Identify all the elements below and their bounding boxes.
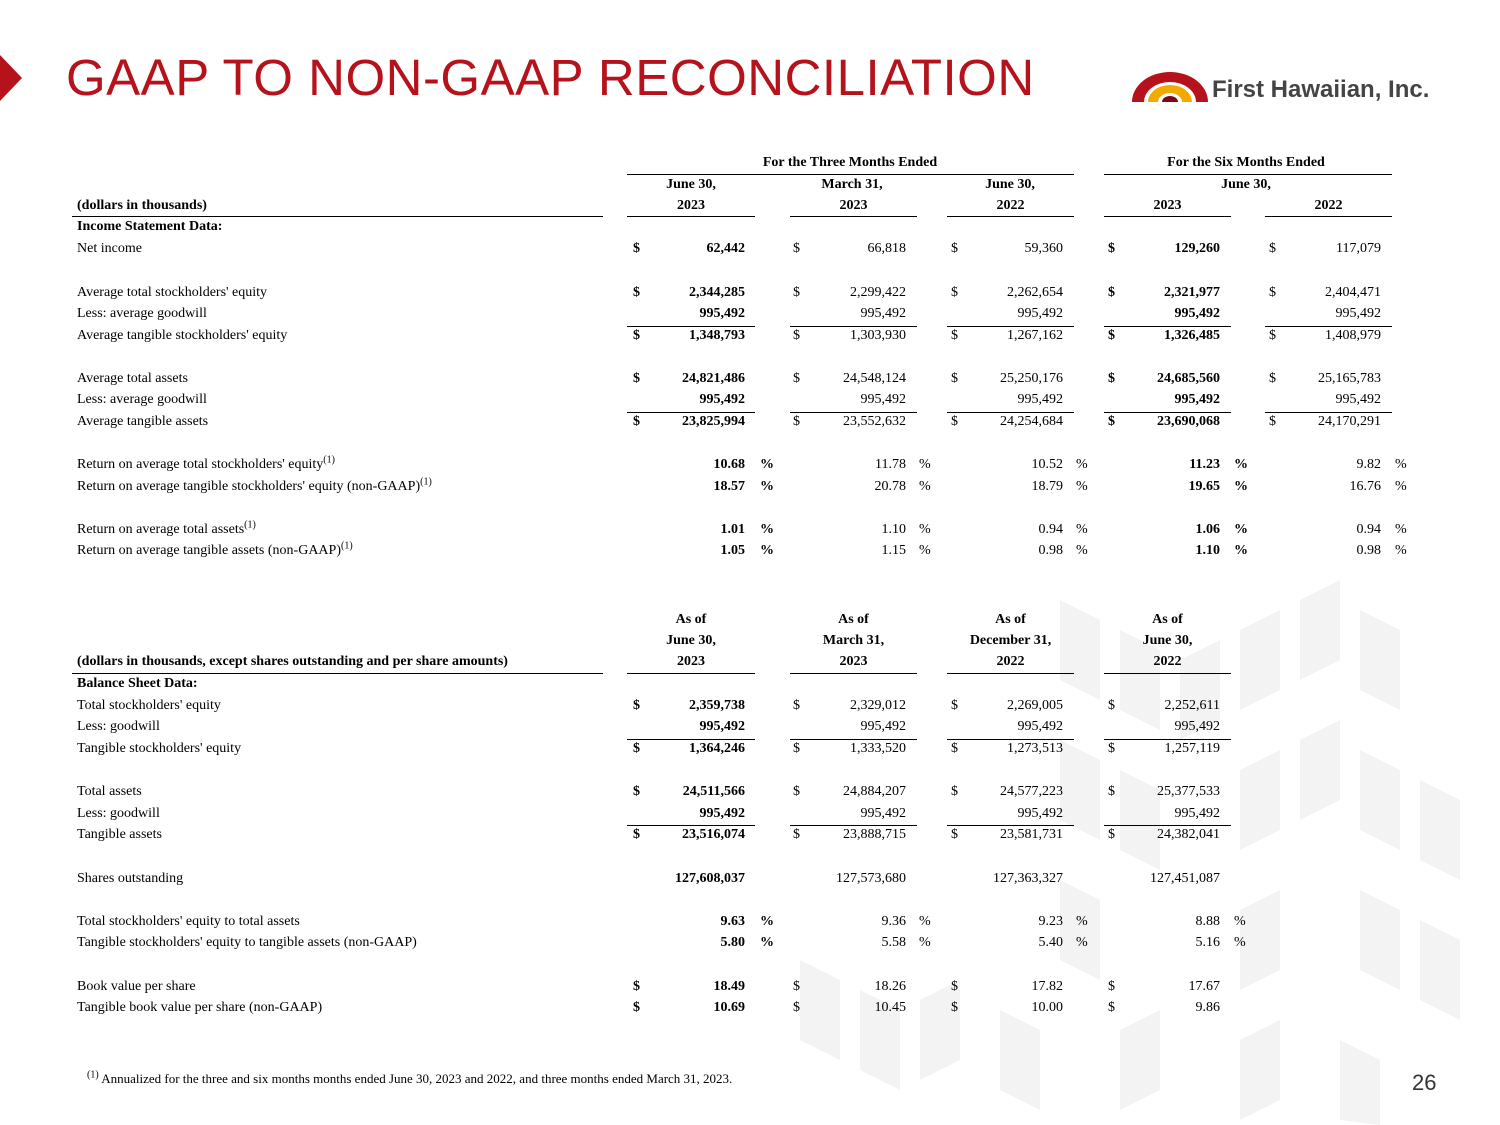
column-year-header: 2023 xyxy=(1153,198,1182,213)
dollar-sign: $ xyxy=(1108,241,1115,256)
subtotal-rule xyxy=(790,825,917,826)
subtotal-rule xyxy=(947,326,1074,327)
dollar-sign: $ xyxy=(793,285,800,300)
cell-value: 995,492 xyxy=(1335,392,1381,407)
percent-sign: % xyxy=(1234,522,1248,537)
cell-value: 10.45 xyxy=(874,1000,906,1015)
cell-value: 10.68 xyxy=(713,457,745,472)
dollar-sign: $ xyxy=(793,698,800,713)
cell-value: 2,359,738 xyxy=(689,698,745,713)
row-label-text: Less: average goodwill xyxy=(77,306,207,321)
cell-value: 2,329,012 xyxy=(850,698,906,713)
section-title: Income Statement Data: xyxy=(77,219,223,234)
cell-value: 59,360 xyxy=(1024,241,1063,256)
column-date-header: June 30, xyxy=(985,177,1035,192)
percent-sign: % xyxy=(1076,479,1088,494)
cell-value: 127,573,680 xyxy=(836,871,906,886)
cell-value: 25,377,533 xyxy=(1157,784,1220,799)
dollar-sign: $ xyxy=(633,241,640,256)
cell-value: 9.23 xyxy=(1038,914,1063,929)
footnote-ref: (1) xyxy=(244,519,256,531)
cell-value: 0.94 xyxy=(1356,522,1381,537)
row-label-text: Book value per share xyxy=(77,979,196,994)
cell-value: 62,442 xyxy=(706,241,745,256)
row-label-text: Total stockholders' equity to total assets xyxy=(77,914,300,929)
percent-sign: % xyxy=(760,522,774,537)
dollar-sign: $ xyxy=(793,241,800,256)
dollar-sign: $ xyxy=(951,827,958,842)
dollar-sign: $ xyxy=(951,328,958,343)
subtotal-rule xyxy=(1265,412,1392,413)
cell-value: 18.57 xyxy=(713,479,745,494)
page-title: GAAP TO NON-GAAP RECONCILIATION xyxy=(66,49,1035,106)
row-label xyxy=(77,697,221,714)
cell-value: 23,552,632 xyxy=(843,414,906,429)
cell-value: 5.58 xyxy=(881,935,906,950)
column-date-header: June 30, xyxy=(1221,177,1271,192)
cell-value: 127,608,037 xyxy=(675,871,745,886)
cell-value: 5.16 xyxy=(1195,935,1220,950)
row-label xyxy=(77,740,241,757)
row-label-text: Total stockholders' equity xyxy=(77,698,221,713)
cell-value: 995,492 xyxy=(860,719,906,734)
cell-value: 1.01 xyxy=(720,522,745,537)
cell-value: 2,252,611 xyxy=(1164,698,1220,713)
column-year-header: 2022 xyxy=(1314,198,1343,213)
dollar-sign: $ xyxy=(1269,371,1276,386)
percent-sign: % xyxy=(1234,457,1248,472)
dollar-sign: $ xyxy=(1108,371,1115,386)
dollar-sign: $ xyxy=(951,1000,958,1015)
subtotal-rule xyxy=(627,739,755,740)
cell-value: 2,262,654 xyxy=(1007,285,1063,300)
cell-value: 10.69 xyxy=(713,1000,745,1015)
dollar-sign: $ xyxy=(793,1000,800,1015)
cell-value: 995,492 xyxy=(1017,806,1063,821)
dollar-sign: $ xyxy=(951,979,958,994)
dollar-sign: $ xyxy=(1269,241,1276,256)
cell-value: 1,326,485 xyxy=(1164,328,1220,343)
cell-value: 16.76 xyxy=(1349,479,1381,494)
dollar-sign: $ xyxy=(951,414,958,429)
dollar-sign: $ xyxy=(1108,784,1115,799)
dollar-sign: $ xyxy=(633,827,640,842)
cell-value: 25,165,783 xyxy=(1318,371,1381,386)
cell-value: 1.06 xyxy=(1195,522,1220,537)
row-label xyxy=(77,805,160,822)
title-arrow-icon xyxy=(0,55,22,101)
dollar-sign: $ xyxy=(1108,979,1115,994)
column-year-header: 2022 xyxy=(996,198,1025,213)
cell-value: 127,451,087 xyxy=(1150,871,1220,886)
percent-sign: % xyxy=(760,935,774,950)
column-date-header: March 31, xyxy=(821,177,883,192)
cell-value: 24,685,560 xyxy=(1157,371,1220,386)
row-label-text: Average total assets xyxy=(77,371,188,386)
cell-value: 20.78 xyxy=(874,479,906,494)
percent-sign: % xyxy=(1076,457,1088,472)
row-label-text: Average tangible assets xyxy=(77,414,209,429)
cell-value: 24,382,041 xyxy=(1157,827,1220,842)
dollar-sign: $ xyxy=(793,979,800,994)
row-label xyxy=(77,240,142,257)
footnote-ref: (1) xyxy=(323,454,335,466)
row-label-text: Return on average tangible assets (non-GAAP) xyxy=(77,543,341,558)
row-label-text: Less: goodwill xyxy=(77,806,160,821)
cell-value: 24,511,566 xyxy=(682,784,745,799)
dollar-sign: $ xyxy=(793,827,800,842)
footnote-ref: (1) xyxy=(420,476,432,488)
cell-value: 2,321,977 xyxy=(1164,285,1220,300)
subtotal-rule xyxy=(947,412,1074,413)
header-rule-col xyxy=(790,216,917,217)
dollar-sign: $ xyxy=(1108,698,1115,713)
row-label-text: Shares outstanding xyxy=(77,871,184,886)
dollar-sign: $ xyxy=(1108,414,1115,429)
cell-value: 1,257,119 xyxy=(1164,741,1220,756)
cell-value: 24,884,207 xyxy=(843,784,906,799)
row-label xyxy=(77,999,322,1016)
dollar-sign: $ xyxy=(1108,328,1115,343)
cell-value: 18.49 xyxy=(713,979,745,994)
dollar-sign: $ xyxy=(951,698,958,713)
cell-value: 995,492 xyxy=(860,306,906,321)
dollar-sign: $ xyxy=(1108,741,1115,756)
cell-value: 23,581,731 xyxy=(1000,827,1063,842)
percent-sign: % xyxy=(760,914,774,929)
cell-value: 995,492 xyxy=(1017,719,1063,734)
header-rule-label xyxy=(72,216,603,217)
cell-value: 5.80 xyxy=(720,935,745,950)
dollar-sign: $ xyxy=(951,285,958,300)
cell-value: 24,577,223 xyxy=(1000,784,1063,799)
subtotal-rule xyxy=(1104,326,1231,327)
group-rule-three xyxy=(627,174,1074,175)
cell-value: 1.10 xyxy=(1195,543,1220,558)
percent-sign: % xyxy=(1234,935,1246,950)
section-title: Balance Sheet Data: xyxy=(77,676,198,691)
percent-sign: % xyxy=(1076,543,1088,558)
subtotal-rule xyxy=(790,739,917,740)
cell-value: 1,333,520 xyxy=(850,741,906,756)
cell-value: 2,344,285 xyxy=(689,285,745,300)
row-label xyxy=(77,718,160,735)
dollar-sign: $ xyxy=(951,784,958,799)
dollar-sign: $ xyxy=(1108,1000,1115,1015)
column-year-header: 2022 xyxy=(996,654,1025,669)
cell-value: 995,492 xyxy=(860,806,906,821)
cell-value: 0.98 xyxy=(1356,543,1381,558)
percent-sign: % xyxy=(1076,522,1088,537)
header-rule-col xyxy=(1104,673,1231,674)
cell-value: 8.88 xyxy=(1195,914,1220,929)
subtotal-rule xyxy=(947,739,1074,740)
subtotal-rule xyxy=(627,326,755,327)
percent-sign: % xyxy=(1234,543,1248,558)
cell-value: 1,364,246 xyxy=(689,741,745,756)
cell-value: 127,363,327 xyxy=(993,871,1063,886)
header-rule-col xyxy=(627,216,755,217)
dollar-sign: $ xyxy=(793,328,800,343)
dollar-sign: $ xyxy=(633,698,640,713)
header-rule-col xyxy=(790,673,917,674)
cell-value: 25,250,176 xyxy=(1000,371,1063,386)
column-asof-header: As of xyxy=(675,612,707,627)
cell-value: 995,492 xyxy=(699,806,745,821)
cell-value: 0.94 xyxy=(1038,522,1063,537)
dollar-sign: $ xyxy=(633,414,640,429)
row-label-text: Return on average tangible stockholders' equity (non-GAAP) xyxy=(77,479,421,494)
row-label xyxy=(77,413,208,430)
row-label-text: Return on average total stockholders' equity xyxy=(77,457,324,472)
column-date-header: June 30, xyxy=(1142,633,1193,648)
cell-value: 11.78 xyxy=(875,457,906,472)
row-label-text: Less: goodwill xyxy=(77,719,160,734)
cell-value: 10.00 xyxy=(1031,1000,1063,1015)
subtotal-rule xyxy=(1104,739,1231,740)
cell-value: 2,269,005 xyxy=(1007,698,1063,713)
cell-value: 1,273,513 xyxy=(1007,741,1063,756)
dollar-sign: $ xyxy=(633,784,640,799)
row-label xyxy=(77,478,432,495)
percent-sign: % xyxy=(1234,914,1246,929)
cell-value: 19.65 xyxy=(1188,479,1220,494)
cell-value: 23,888,715 xyxy=(843,827,906,842)
percent-sign: % xyxy=(1395,479,1407,494)
cell-value: 995,492 xyxy=(1335,306,1381,321)
column-year-header: 2023 xyxy=(839,198,868,213)
footnote-marker: (1) xyxy=(87,1069,99,1081)
dollar-sign: $ xyxy=(793,741,800,756)
row-label-text: Less: average goodwill xyxy=(77,392,207,407)
cell-value: 24,548,124 xyxy=(843,371,906,386)
cell-value: 24,821,486 xyxy=(682,371,745,386)
subtotal-rule xyxy=(1104,825,1231,826)
percent-sign: % xyxy=(1395,543,1407,558)
dollar-sign: $ xyxy=(633,979,640,994)
dollar-sign: $ xyxy=(1108,285,1115,300)
column-year-header: 2023 xyxy=(677,198,705,213)
logo-text: First Hawaiian, Inc. xyxy=(1212,76,1430,103)
row-label xyxy=(77,978,196,995)
percent-sign: % xyxy=(919,914,931,929)
dollar-sign: $ xyxy=(633,285,640,300)
row-label xyxy=(77,391,207,408)
dollar-sign: $ xyxy=(1269,414,1276,429)
cell-value: 1.10 xyxy=(881,522,906,537)
row-label xyxy=(77,913,300,930)
dollar-sign: $ xyxy=(793,371,800,386)
row-label-text: Average total stockholders' equity xyxy=(77,285,268,300)
column-asof-header: As of xyxy=(1152,612,1183,627)
row-label-text: Average tangible stockholders' equity xyxy=(77,328,288,343)
row-label xyxy=(77,783,142,800)
page-number: 26 xyxy=(1412,1070,1437,1095)
header-rule-col xyxy=(947,216,1074,217)
percent-sign: % xyxy=(919,457,931,472)
dollar-sign: $ xyxy=(793,414,800,429)
column-date-header: December 31, xyxy=(969,633,1052,648)
row-label-text: Tangible stockholders' equity to tangible assets (non-GAAP) xyxy=(77,935,417,950)
cell-value: 995,492 xyxy=(860,392,906,407)
cell-value: 995,492 xyxy=(1017,392,1063,407)
cell-value: 2,299,422 xyxy=(850,285,906,300)
cell-value: 0.98 xyxy=(1038,543,1063,558)
row-label xyxy=(77,456,335,473)
dollar-sign: $ xyxy=(1108,827,1115,842)
column-date-header: June 30, xyxy=(666,177,716,192)
row-label-text: Tangible book value per share (non-GAAP) xyxy=(77,1000,323,1015)
cell-value: 24,170,291 xyxy=(1318,414,1381,429)
column-year-header: 2023 xyxy=(677,654,705,669)
row-label xyxy=(77,826,162,843)
units-label: (dollars in thousands, except shares outstanding and per share amounts) xyxy=(77,654,508,669)
row-label-text: Return on average total assets xyxy=(77,522,245,537)
group-header-three-months: For the Three Months Ended xyxy=(762,155,938,170)
cell-value: 995,492 xyxy=(1174,719,1220,734)
cell-value: 129,260 xyxy=(1174,241,1220,256)
percent-sign: % xyxy=(919,543,931,558)
footnote xyxy=(87,1071,732,1087)
cell-value: 9.36 xyxy=(881,914,906,929)
percent-sign: % xyxy=(760,479,774,494)
row-label xyxy=(77,370,188,387)
row-label xyxy=(77,327,287,344)
subtotal-rule xyxy=(1104,412,1231,413)
group-header-six-months: For the Six Months Ended xyxy=(1167,155,1325,170)
subtotal-rule xyxy=(947,825,1074,826)
dollar-sign: $ xyxy=(793,784,800,799)
cell-value: 23,516,074 xyxy=(682,827,745,842)
cell-value: 66,818 xyxy=(867,241,906,256)
dollar-sign: $ xyxy=(951,371,958,386)
row-label xyxy=(77,284,267,301)
cell-value: 18.26 xyxy=(874,979,906,994)
cell-value: 17.82 xyxy=(1031,979,1063,994)
dollar-sign: $ xyxy=(633,1000,640,1015)
percent-sign: % xyxy=(1076,935,1088,950)
dollar-sign: $ xyxy=(1269,285,1276,300)
cell-value: 995,492 xyxy=(699,306,745,321)
cell-value: 9.86 xyxy=(1195,1000,1220,1015)
cell-value: 1.15 xyxy=(881,543,906,558)
row-label-text: Net income xyxy=(77,241,142,256)
subtotal-rule xyxy=(627,412,755,413)
column-year-header: 2023 xyxy=(839,654,868,669)
header-rule-col xyxy=(627,673,755,674)
percent-sign: % xyxy=(760,543,774,558)
cell-value: 23,825,994 xyxy=(682,414,745,429)
row-label-text: Tangible stockholders' equity xyxy=(77,741,242,756)
header-rule-col xyxy=(947,673,1074,674)
cell-value: 995,492 xyxy=(699,392,745,407)
cell-value: 1,408,979 xyxy=(1325,328,1381,343)
column-asof-header: As of xyxy=(995,612,1026,627)
row-label xyxy=(77,305,207,322)
percent-sign: % xyxy=(1234,479,1248,494)
row-label-text: Total assets xyxy=(77,784,142,799)
percent-sign: % xyxy=(919,522,931,537)
cell-value: 24,254,684 xyxy=(1000,414,1063,429)
cell-value: 1.05 xyxy=(720,543,745,558)
cell-value: 1,348,793 xyxy=(689,328,745,343)
subtotal-rule xyxy=(627,825,755,826)
cell-value: 995,492 xyxy=(1017,306,1063,321)
cell-value: 11.23 xyxy=(1189,457,1220,472)
dollar-sign: $ xyxy=(633,328,640,343)
header-rule-col xyxy=(1104,216,1231,217)
dollar-sign: $ xyxy=(951,741,958,756)
percent-sign: % xyxy=(919,479,931,494)
cell-value: 10.52 xyxy=(1031,457,1063,472)
header-rule-col xyxy=(1265,216,1392,217)
cell-value: 117,079 xyxy=(1336,241,1381,256)
dollar-sign: $ xyxy=(1269,328,1276,343)
cell-value: 2,404,471 xyxy=(1325,285,1381,300)
cell-value: 995,492 xyxy=(1174,392,1220,407)
cell-value: 995,492 xyxy=(1174,806,1220,821)
row-label-text: Tangible assets xyxy=(77,827,162,842)
column-date-header: June 30, xyxy=(666,633,716,648)
column-asof-header: As of xyxy=(838,612,869,627)
cell-value: 9.63 xyxy=(720,914,745,929)
percent-sign: % xyxy=(1395,522,1407,537)
dollar-sign: $ xyxy=(633,371,640,386)
percent-sign: % xyxy=(919,935,931,950)
cell-value: 23,690,068 xyxy=(1157,414,1220,429)
cell-value: 17.67 xyxy=(1188,979,1220,994)
row-label xyxy=(77,542,353,559)
column-year-header: 2022 xyxy=(1153,654,1182,669)
group-rule-six xyxy=(1104,174,1392,175)
dollar-sign: $ xyxy=(951,241,958,256)
row-label xyxy=(77,870,183,887)
units-label: (dollars in thousands) xyxy=(77,198,207,213)
percent-sign: % xyxy=(760,457,774,472)
cell-value: 5.40 xyxy=(1038,935,1063,950)
row-label xyxy=(77,521,256,538)
cell-value: 9.82 xyxy=(1356,457,1381,472)
dollar-sign: $ xyxy=(633,741,640,756)
cell-value: 1,267,162 xyxy=(1007,328,1063,343)
footnote-text: Annualized for the three and six months months ended June 30, 2023 and 2022, and three months ended March 31, 2023. xyxy=(101,1071,733,1086)
subtotal-rule xyxy=(790,412,917,413)
subtotal-rule xyxy=(1265,326,1392,327)
column-date-header: March 31, xyxy=(822,633,885,648)
percent-sign: % xyxy=(1076,914,1088,929)
cell-value: 995,492 xyxy=(699,719,745,734)
footnote-ref: (1) xyxy=(340,540,353,552)
row-label xyxy=(77,934,417,951)
cell-value: 1,303,930 xyxy=(850,328,906,343)
percent-sign: % xyxy=(1395,457,1407,472)
subtotal-rule xyxy=(790,326,917,327)
cell-value: 995,492 xyxy=(1174,306,1220,321)
cell-value: 18.79 xyxy=(1031,479,1063,494)
header-rule-label xyxy=(72,673,603,674)
